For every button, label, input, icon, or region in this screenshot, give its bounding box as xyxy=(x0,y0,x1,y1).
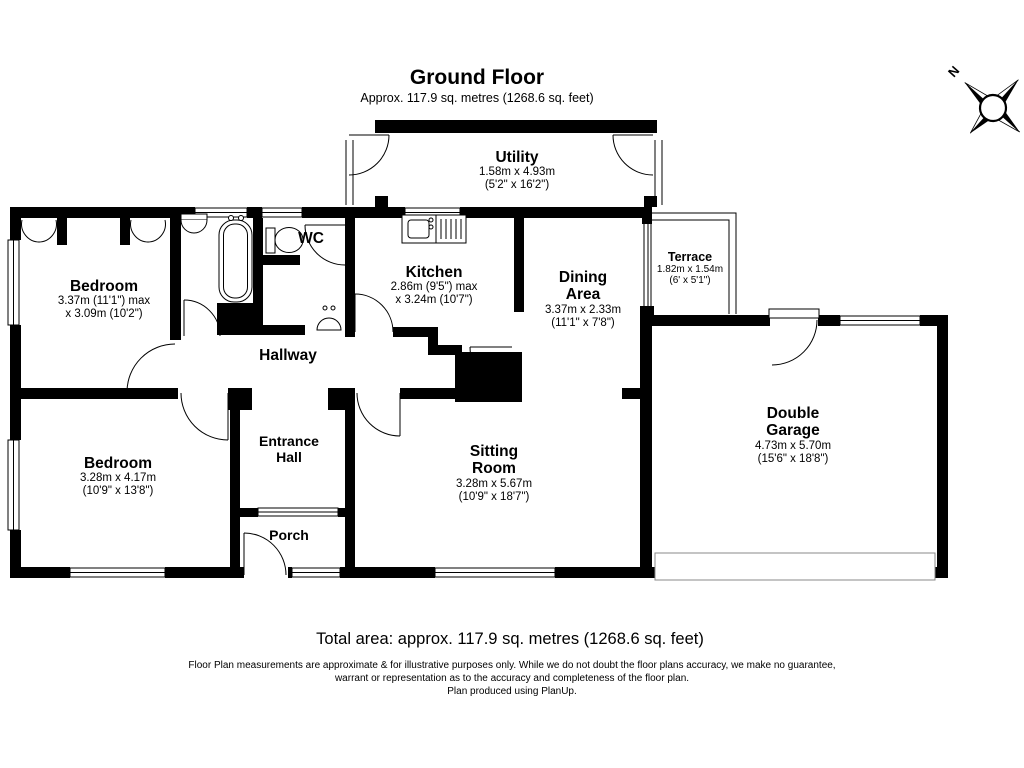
disclaimer-line-2: warrant or representation as to the accuracy and completeness of the floor plan. xyxy=(334,673,690,684)
room-name: Kitchen xyxy=(405,264,463,281)
room-label-bedroom-bottom xyxy=(38,455,198,498)
room-dimensions-imperial: (15'6" x 18'8") xyxy=(757,452,829,465)
room-name: Double Garage xyxy=(766,405,820,440)
room-name: Entrance Hall xyxy=(259,433,319,465)
room-dimensions-imperial: x 3.09m (10'2") xyxy=(65,308,143,321)
plan-credit: Plan produced using PlanUp. xyxy=(447,686,577,697)
room-dimensions-imperial: (10'9" x 13'8") xyxy=(82,485,154,498)
room-label-kitchen xyxy=(359,264,509,307)
room-label-dining-area xyxy=(541,269,625,329)
total-area-text: Total area: approx. 117.9 sq. metres (1268.6 sq. feet) xyxy=(316,630,704,648)
room-dimensions-imperial: (5'2" x 16'2") xyxy=(484,179,550,192)
room-label-sitting-room xyxy=(449,443,539,503)
room-name: Bedroom xyxy=(83,455,153,472)
room-label-entrance-hall xyxy=(249,434,329,465)
garage-door xyxy=(655,553,935,580)
room-name: Utility xyxy=(495,149,539,166)
room-label-double-garage xyxy=(743,405,843,465)
room-name: WC xyxy=(298,230,324,247)
room-dimensions-metric: 4.73m x 5.70m xyxy=(754,439,832,452)
kitchen-fixtures xyxy=(402,215,466,243)
room-label-bedroom-top xyxy=(24,278,184,321)
room-label-hallway xyxy=(233,347,343,364)
room-dimensions-metric: 3.28m x 5.67m xyxy=(455,477,533,490)
room-name: Hallway xyxy=(259,347,317,364)
room-name: Dining Area xyxy=(558,269,608,304)
room-label-porch xyxy=(254,528,324,544)
room-dimensions-imperial: (6' x 5'1") xyxy=(669,275,711,287)
room-label-utility xyxy=(442,149,592,192)
room-dimensions-metric: 3.37m (11'1") max xyxy=(57,295,151,308)
room-dimensions-imperial: (11'1" x 7'8") xyxy=(551,316,615,329)
room-dimensions-metric: 2.86m (9'5") max xyxy=(390,281,478,294)
room-dimensions-metric: 3.37m x 2.33m xyxy=(544,303,622,316)
wardrobe-doors xyxy=(22,220,166,242)
room-name: Sitting Room xyxy=(469,443,519,478)
room-label-terrace xyxy=(635,250,745,286)
room-dimensions-metric: 3.28m x 4.17m xyxy=(79,472,157,485)
room-dimensions-imperial: (10'9" x 18'7") xyxy=(458,490,530,503)
room-name: Terrace xyxy=(667,250,713,264)
room-dimensions-imperial: x 3.24m (10'7") xyxy=(395,294,473,307)
room-dimensions-metric: 1.82m x 1.54m xyxy=(656,264,724,275)
garage-side-door-panel xyxy=(769,309,819,318)
room-label-wc xyxy=(281,230,341,247)
disclaimer-line-1: Floor Plan measurements are approximate & for illustrative purposes only. While we do not doubt the floor plans accuracy, we make no guarantee, xyxy=(188,660,836,671)
page-subtitle: Approx. 117.9 sq. metres (1268.6 sq. feet) xyxy=(360,91,594,105)
compass-north-label: N xyxy=(944,62,963,81)
room-name: Porch xyxy=(269,527,309,543)
room-dimensions-metric: 1.58m x 4.93m xyxy=(478,166,556,179)
page-title: Ground Floor xyxy=(409,66,545,89)
room-name: Bedroom xyxy=(69,278,139,295)
